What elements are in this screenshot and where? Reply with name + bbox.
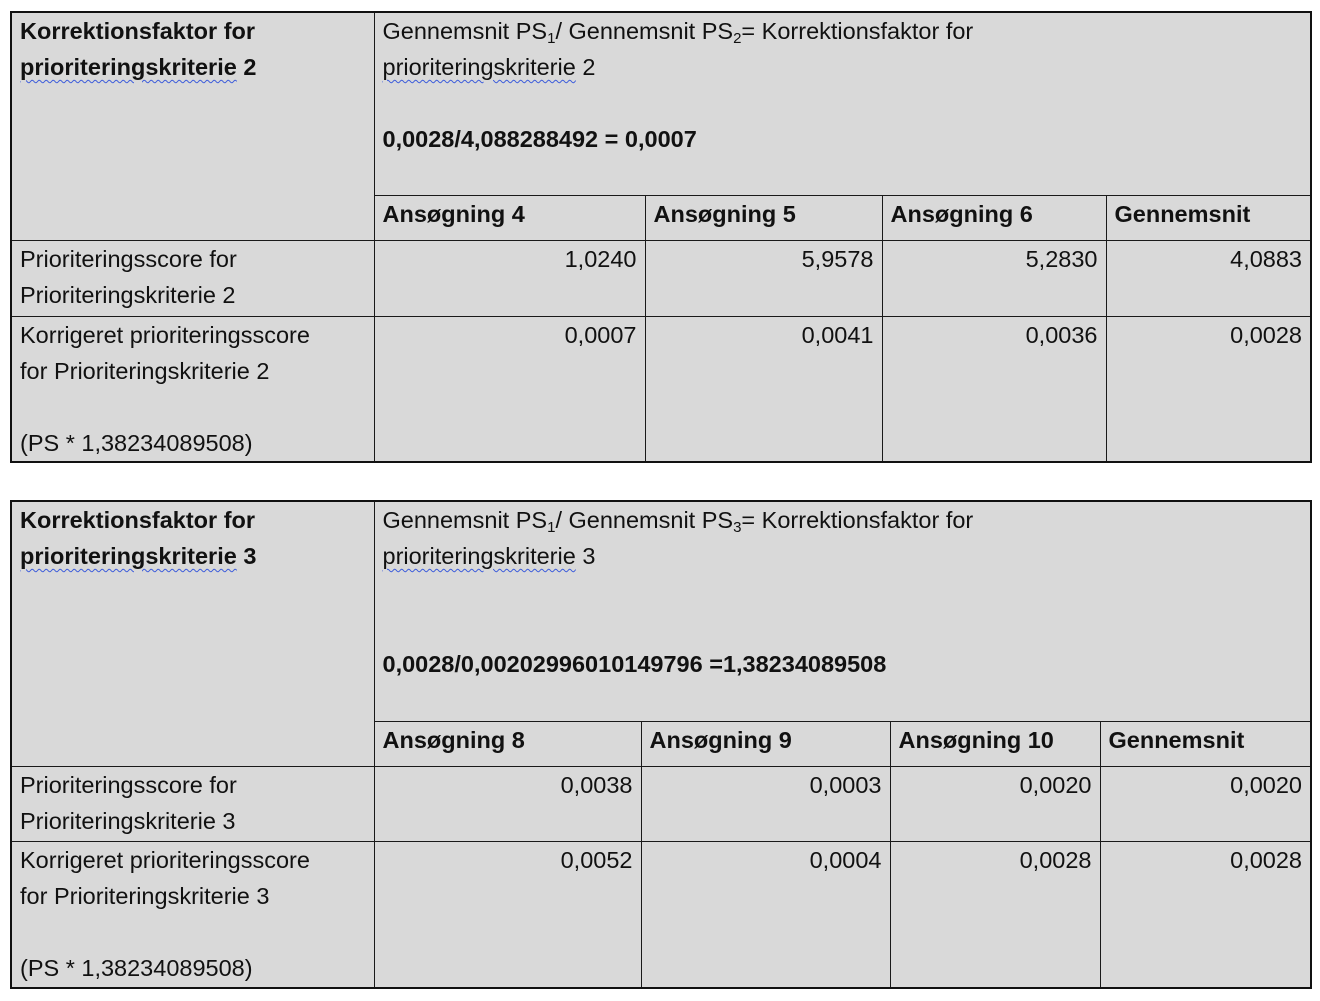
formula-cell: Gennemsnit $PS_1/$ Gennemsnit $PS_3=$ Korrektionsfaktor for prioriteringskriterie 3 0,0028/0,00202996010149796 =1,38234089508 bbox=[374, 501, 1311, 721]
spellcheck-word: prioriteringskriterie bbox=[382, 54, 576, 80]
table-cell: 5,2830 bbox=[882, 240, 1106, 316]
column-header: Ansøgning 5 bbox=[645, 195, 882, 240]
table-cell: 0,0020 bbox=[890, 766, 1100, 841]
column-header: Ansøgning 6 bbox=[882, 195, 1106, 240]
column-header: Ansøgning 8 bbox=[374, 721, 641, 766]
column-header: Ansøgning 4 bbox=[374, 195, 645, 240]
correction-table-criterion-2 bbox=[10, 11, 1312, 463]
table-cell: 0,0028 bbox=[890, 841, 1100, 988]
corner-label: Korrektionsfaktor for prioriteringskriterie 3 bbox=[11, 501, 374, 766]
spellcheck-word: prioriteringskriterie bbox=[20, 54, 237, 80]
table-cell: 0,0028 bbox=[1100, 841, 1311, 988]
formula-cell: Gennemsnit $PS_1/$ Gennemsnit $PS_2=$ Korrektionsfaktor for prioriteringskriterie 2 0,0028/4,088288492 = 0,0007 bbox=[374, 12, 1311, 195]
correction-table-criterion-3 bbox=[10, 500, 1312, 989]
table-cell: 1,0240 bbox=[374, 240, 645, 316]
row-label: Korrigeret prioriteringsscore for Prioriteringskriterie 2 (PS * 1,38234089508) bbox=[11, 316, 374, 462]
row-label: Prioriteringsscore for Prioriteringskriterie 3 bbox=[11, 766, 374, 841]
column-header: Gennemsnit bbox=[1106, 195, 1311, 240]
table-cell: 0,0004 bbox=[641, 841, 890, 988]
table-cell: 0,0020 bbox=[1100, 766, 1311, 841]
table-cell: 0,0041 bbox=[645, 316, 882, 462]
row-label: Prioriteringsscore for Prioriteringskriterie 2 bbox=[11, 240, 374, 316]
calculation: 0,0028/4,088288492 = 0,0007 bbox=[382, 126, 697, 152]
spellcheck-word: prioriteringskriterie bbox=[20, 543, 237, 569]
row-label: Korrigeret prioriteringsscore for Prioriteringskriterie 3 (PS * 1,38234089508) bbox=[11, 841, 374, 988]
table-cell: 0,0007 bbox=[374, 316, 645, 462]
spellcheck-word: prioriteringskriterie bbox=[382, 543, 576, 569]
table-cell: 4,0883 bbox=[1106, 240, 1311, 316]
calculation: 0,0028/0,00202996010149796 =1,38234089508 bbox=[382, 651, 887, 677]
corner-label: Korrektionsfaktor for prioriteringskriterie 2 bbox=[11, 12, 374, 240]
table-cell: 0,0003 bbox=[641, 766, 890, 841]
table-cell: 0,0052 bbox=[374, 841, 641, 988]
table-cell: 0,0028 bbox=[1106, 316, 1311, 462]
table-cell: 0,0036 bbox=[882, 316, 1106, 462]
column-header: Ansøgning 10 bbox=[890, 721, 1100, 766]
column-header: Ansøgning 9 bbox=[641, 721, 890, 766]
table-cell: 0,0038 bbox=[374, 766, 641, 841]
table-cell: 5,9578 bbox=[645, 240, 882, 316]
column-header: Gennemsnit bbox=[1100, 721, 1311, 766]
